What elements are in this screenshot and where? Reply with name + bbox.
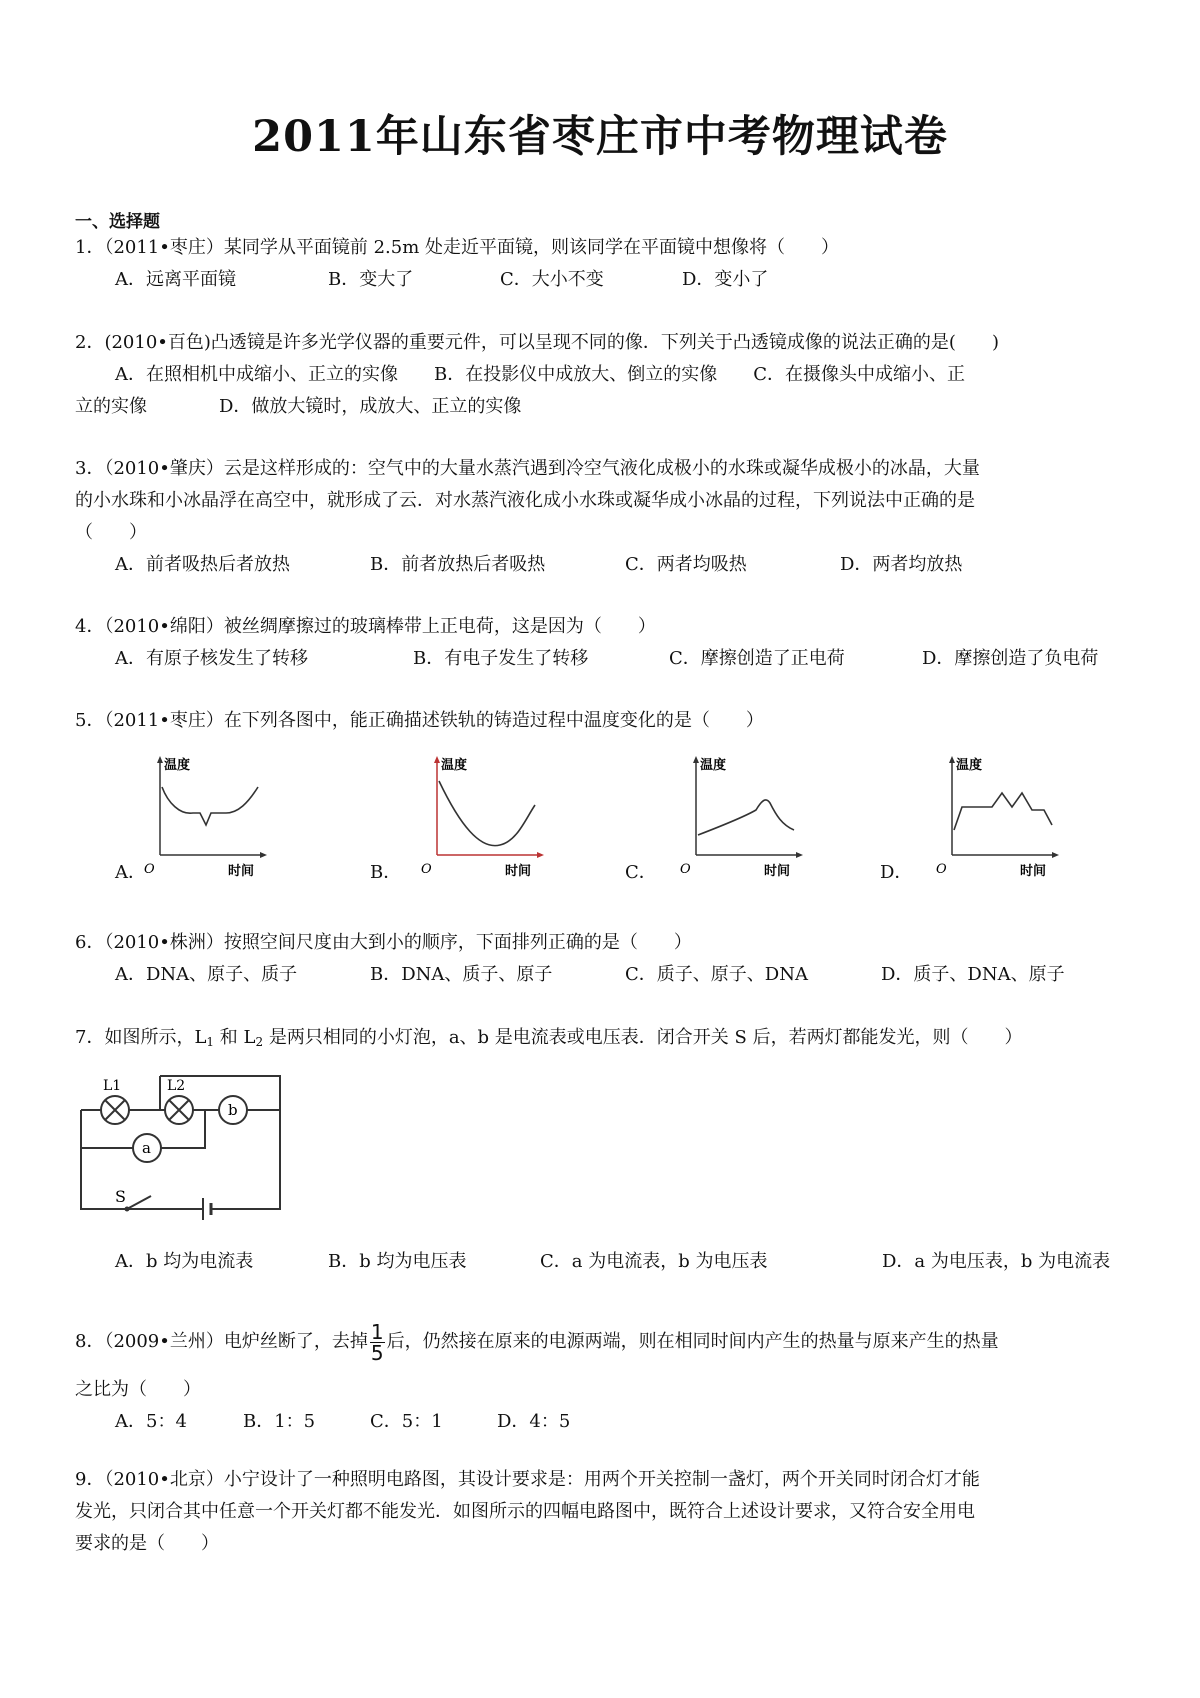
x-axis-label: 时间 [1020, 864, 1047, 879]
temperature-curve [439, 781, 535, 846]
option-c: C．a 为电流表，b 为电压表 [540, 1251, 768, 1272]
temperature-curve [698, 800, 794, 835]
x-axis-arrow [796, 852, 803, 858]
question-9-stem-line3: 要求的是（ ） [75, 1533, 219, 1554]
l1-label: L1 [103, 1078, 122, 1094]
origin-label: O [680, 862, 691, 877]
option-d: D．摩擦创造了负电荷 [922, 648, 1099, 669]
option-c: C．两者均吸热 [625, 554, 747, 575]
question-5 [75, 705, 1145, 737]
option-b: B．变大了 [328, 269, 414, 290]
page-title: 2011年山东省枣庄市中考物理试卷 [252, 112, 948, 162]
x-axis-label: 时间 [228, 864, 255, 879]
option-b: B．b 均为电压表 [328, 1251, 467, 1272]
option-d: D．4：5 [497, 1411, 571, 1432]
graph-letter-a: A． [115, 862, 146, 883]
question-5-stem: 5．（2011•枣庄）在下列各图中，能正确描述铁轨的铸造过程中温度变化的是（ ） [75, 710, 764, 731]
l2-label: L2 [167, 1078, 186, 1094]
question-8-stem-pre: 8．（2009•兰州）电炉丝断了，去掉 [75, 1331, 368, 1352]
x-axis-arrow [1052, 852, 1059, 858]
question-6-options [75, 959, 1145, 991]
temperature-curve [954, 793, 1052, 830]
question-3-options [75, 549, 1145, 581]
question-3 [75, 453, 1145, 581]
question-7-stem-pre: 7．如图所示，L [75, 1027, 207, 1048]
option-a: A．DNA、原子、质子 [115, 964, 298, 985]
question-3-stem-line3: （ ） [75, 522, 147, 543]
y-axis-arrow [434, 756, 440, 763]
x-axis-arrow [537, 852, 544, 858]
graph-letter-c: C． [625, 862, 657, 883]
option-b: B．前者放热后者吸热 [370, 554, 546, 575]
option-d: D．a 为电压表，b 为电流表 [882, 1251, 1111, 1272]
question-8-options [75, 1406, 1145, 1438]
origin-label: O [144, 862, 155, 877]
graph-d [936, 755, 1065, 880]
option-a: A．5：4 [115, 1411, 187, 1432]
question-8-stem-line2: 之比为（ ） [75, 1379, 201, 1400]
question-1-options [75, 264, 1145, 296]
question-7-stem-post: 是两只相同的小灯泡，a、b 是电流表或电压表．闭合开关 S 后，若两灯都能发光，则（ ） [263, 1027, 1023, 1048]
graph-letter-b: B． [370, 862, 402, 883]
question-7 [75, 1022, 1145, 1054]
question-7-answers [75, 1246, 1145, 1278]
option-a: A．远离平面镜 [115, 269, 236, 290]
question-6 [75, 927, 1145, 991]
meter-a-label: a [142, 1139, 151, 1157]
question-2-options-line2: 立的实像 D．做放大镜时，成放大、正立的实像 [75, 396, 522, 417]
option-a: A．前者吸热后者放热 [115, 554, 290, 575]
question-9-stem-line2: 发光，只闭合其中任意一个开关灯都不能发光．如图所示的四幅电路图中，既符合上述设计要求，又符合安全用电 [75, 1501, 975, 1522]
y-axis-label: 温度 [956, 758, 983, 773]
question-4-options [75, 643, 1145, 675]
origin-label: O [421, 862, 432, 877]
question-6-stem: 6．（2010•株洲）按照空间尺度由大到小的顺序，下面排列正确的是（ ） [75, 932, 692, 953]
x-axis-label: 时间 [505, 864, 532, 879]
graph-b [421, 755, 550, 880]
question-8-stem-post: 后，仍然接在原来的电源两端，则在相同时间内产生的热量与原来产生的热量 [386, 1331, 999, 1352]
option-c: C．质子、原子、DNA [625, 964, 808, 985]
option-b: B．1：5 [243, 1411, 316, 1432]
y-axis-label: 温度 [164, 758, 191, 773]
question-2-options-line1: A．在照相机中成缩小、正立的实像 B．在投影仪中成放大、倒立的实像 C．在摄像头中成缩小、正 [115, 364, 965, 385]
question-8-stem-line1 [75, 1318, 1145, 1366]
option-d: D．变小了 [682, 269, 769, 290]
question-2 [75, 327, 1145, 423]
question-3-stem-line2: 的小水珠和小冰晶浮在高空中，就形成了云．对水蒸汽液化成小水珠或凝华成小冰晶的过程，下列说法中正确的是 [75, 490, 975, 511]
question-7-stem-mid: 和 L [214, 1027, 256, 1048]
option-b: B．有电子发生了转移 [413, 648, 589, 669]
y-axis-arrow [949, 756, 955, 763]
question-1 [75, 232, 1145, 296]
fraction-denominator: 5 [370, 1340, 384, 1365]
section-heading: 一、选择题 [75, 212, 160, 232]
question-4-stem: 4．（2010•绵阳）被丝绸摩擦过的玻璃棒带上正电荷，这是因为（ ） [75, 616, 656, 637]
origin-label: O [936, 862, 947, 877]
option-a: A．b 均为电流表 [115, 1251, 254, 1272]
meter-b-label: b [228, 1101, 238, 1119]
temperature-curve [162, 787, 258, 825]
question-4 [75, 611, 1145, 675]
fraction-numerator: 1 [370, 1319, 384, 1344]
question-9-stem-line1: 9．（2010•北京）小宁设计了一种照明电路图，其设计要求是：用两个开关控制一盏灯，两个开关同时闭合灯才能 [75, 1469, 980, 1490]
l1-subscript: 1 [206, 1035, 215, 1049]
question-7-stem [75, 1022, 1145, 1054]
circuit-diagram [75, 1068, 290, 1233]
option-a: A．有原子核发生了转移 [115, 648, 308, 669]
y-axis-label: 温度 [441, 758, 468, 773]
option-c: C．大小不变 [500, 269, 604, 290]
option-c: C．摩擦创造了正电荷 [669, 648, 845, 669]
question-9 [75, 1464, 1145, 1560]
option-c: C．5：1 [370, 1411, 443, 1432]
fraction [370, 1319, 385, 1365]
y-axis-label: 温度 [700, 758, 727, 773]
switch-label: S [115, 1187, 126, 1206]
graph-letter-d: D． [880, 862, 913, 883]
y-axis-arrow [157, 756, 163, 763]
y-axis-arrow [693, 756, 699, 763]
x-axis-arrow [260, 852, 267, 858]
question-7-options [75, 1246, 1145, 1278]
question-3-stem-line1: 3．（2010•肇庆）云是这样形成的：空气中的大量水蒸汽遇到冷空气液化成极小的水珠或凝华成极小的冰晶，大量 [75, 458, 980, 479]
question-1-stem: 1．（2011•枣庄）某同学从平面镜前 2.5m 处走近平面镜，则该同学在平面镜中想像将（ ） [75, 237, 840, 258]
option-d: D．两者均放热 [840, 554, 963, 575]
graph-a [144, 755, 273, 880]
option-b: B．DNA、质子、原子 [370, 964, 553, 985]
option-d: D．质子、DNA、原子 [881, 964, 1065, 985]
question-8 [75, 1318, 1145, 1438]
l2-subscript: 2 [255, 1035, 264, 1049]
x-axis-label: 时间 [764, 864, 791, 879]
graph-c [680, 755, 809, 880]
question-2-stem: 2．(2010•百色)凸透镜是许多光学仪器的重要元件，可以呈现不同的像．下列关于凸透镜成像的说法正确的是( ) [75, 332, 999, 353]
